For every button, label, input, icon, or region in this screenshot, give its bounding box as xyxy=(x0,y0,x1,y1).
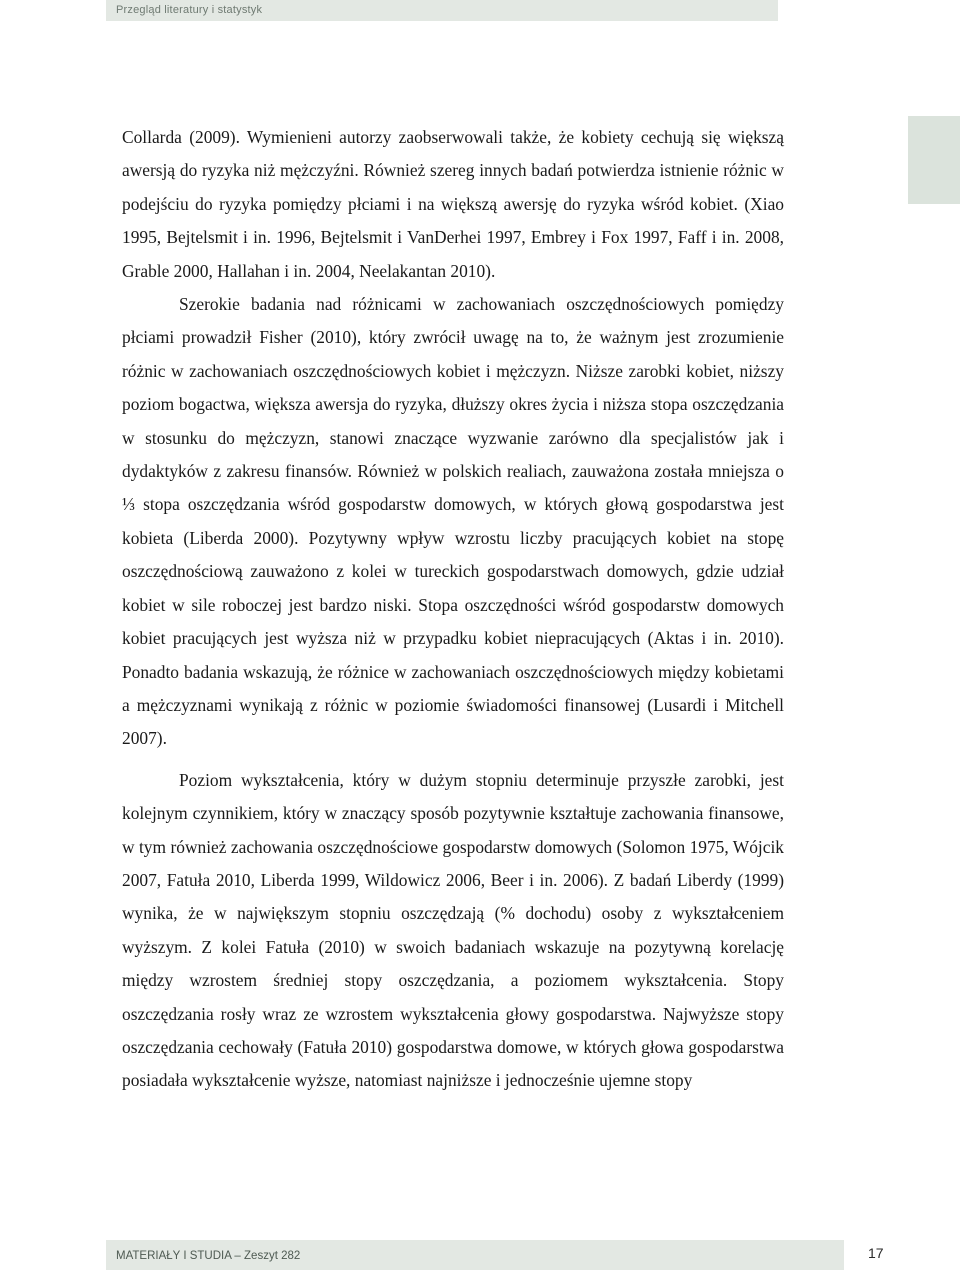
footer-series: MATERIAŁY I STUDIA – Zeszyt 282 xyxy=(116,1250,301,1262)
running-header xyxy=(106,0,778,21)
paragraph-1: Collarda (2009). Wymienieni autorzy zaobserwowali także, że kobiety cechują się większą awersją do ryzyka niż mężczyźni. Również szereg innych badań potwierdza istnienie różnic w podejściu do ryzyka pomiędzy płciami i na większą awersję do ryzyka wśród kobiet. (Xiao 1995, Bejtelsmit i in. 1996, Bejtelsmit i VanDerhei 1997, Embrey i Fox 1997, Faff i in. 2008, Grable 2000, Hallahan i in. 2004, Neelakantan 2010). xyxy=(122,127,784,281)
main-text xyxy=(122,121,784,1098)
paragraph-3: Poziom wykształcenia, który w dużym stopniu determinuje przyszłe zarobki, jest kolejnym czynnikiem, który w znaczący sposób pozytywnie kształtuje zachowania finansowe, w tym również zachowania oszczędnościowe gospodarstw domowych (Solomon 1975, Wójcik 2007, Fatuła 2010, Liberda 1999, Wildowicz 2006, Beer i in. 2006). Z badań Liberdy (1999) wynika, że w największym stopniu oszczędzają (% dochodu) osoby z wykształceniem wyższym. Z kolei Fatuła (2010) w swoich badaniach wskazuje na pozytywną korelację między wzrostem średniej stopy oszczędzania, a poziomem wykształcenia. Stopy oszczędzania rosły wraz ze wzrostem wykształcenia głowy gospodarstwa. Najwyższe stopy oszczędzania cechowały (Fatuła 2010) gospodarstwa domowe, w których głowa gospodarstwa posiadała wykształcenie wyższe, natomiast najniższe i jednocześnie ujemne stopy xyxy=(122,769,784,1091)
footer-band xyxy=(106,1240,844,1270)
running-title: Przegląd literatury i statystyk xyxy=(116,4,263,16)
side-tab-marker xyxy=(908,116,960,204)
paragraph-2: Szerokie badania nad różnicami w zachowaniach oszczędnościowych pomiędzy płciami prowadził Fisher (2010), który zwrócił uwagę na to, że ważnym jest zrozumienie różnic w zachowaniach oszczędnościowych kobiet i mężczyzn. Niższe zarobki kobiet, niższy poziom bogactwa, większa awersja do ryzyka, dłuższy okres życia i niższa stopa oszczędzania w stosunku do mężczyzn, stanowi znaczące wyzwanie zarówno dla specjalistów jak i dydaktyków z zakresu finansów. Również w polskich realiach, zauważona została mniejsza o ⅓ stopa oszczędzania wśród gospodarstw domowych, w których głową gospodarstwa jest kobieta (Liberda 2000). Pozytywny wpływ wzrostu liczby pracujących kobiet na stopę oszczędnościową zauważono z kolei w tureckich gospodarstwach domowych, gdzie udział kobiet w sile roboczej jest bardzo niski. Stopa oszczędności wśród gospodarstw domowych kobiet pracujących jest wyższa niż w przypadku kobiet niepracujących (Aktas i in. 2010). Ponadto badania wskazują, że różnice w zachowaniach oszczędnościowych między kobietami a mężczyznami wynikają z różnic w poziomie świadomości finansowej (Lusardi i Mitchell 2007). xyxy=(122,294,784,749)
page-number: 17 xyxy=(868,1245,884,1261)
